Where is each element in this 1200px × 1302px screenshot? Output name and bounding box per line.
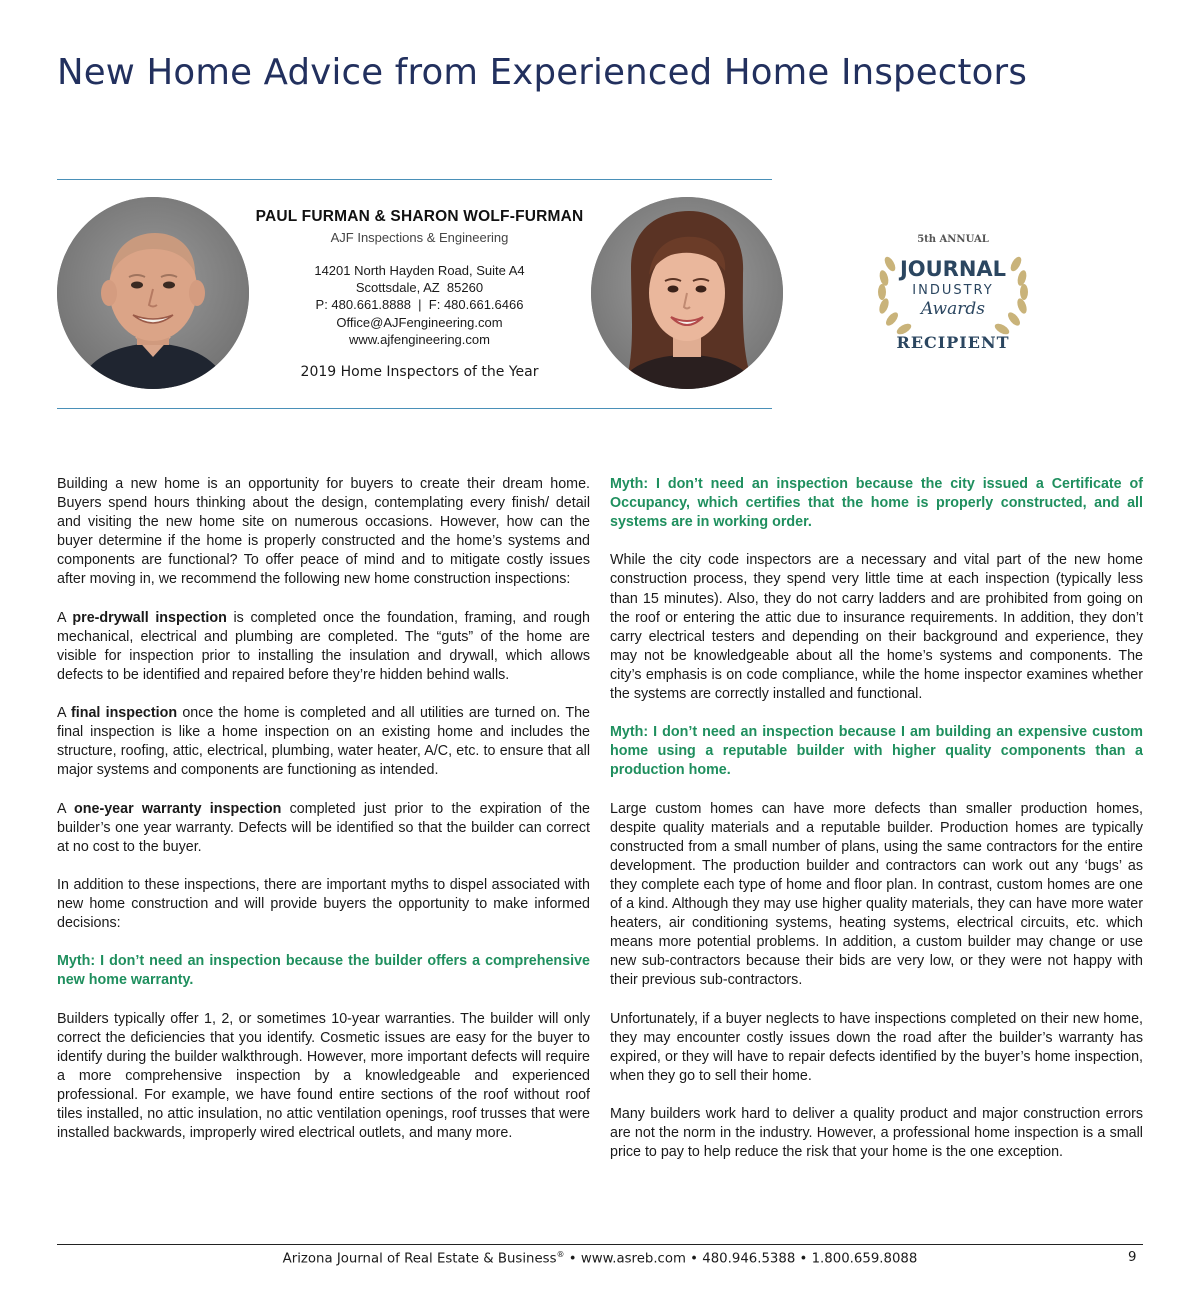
article-column-left xyxy=(57,475,590,1162)
myths-intro-paragraph: In addition to these inspections, there are important myths to dispel associated with new home construction and will provide buyers the opportunity to make informed decisions: xyxy=(57,876,590,932)
address-line-2: Scottsdale, AZ 85260 xyxy=(355,280,484,296)
email-link[interactable]: Office@AJFengineering.com xyxy=(336,314,503,330)
myth-heading-warranty: Myth: I don’t need an inspection because the builder offers a comprehensive new home warranty. xyxy=(57,953,590,989)
top-divider xyxy=(57,179,772,180)
footer-divider xyxy=(57,1244,1143,1245)
final-inspection-paragraph: A final inspection once the home is completed and all utilities are turned on. The final inspection is like a home inspection on an existing home and includes the structure, roofing, attic, electrical, plumbing, water heater, A/C, etc. to ensure that all major systems and components are functioning as intended. xyxy=(57,705,590,779)
intro-paragraph: Building a new home is an opportunity for buyers to create their dream home. Buyers spend hours thinking about the design, contemplating every finish/ detail and visiting the new home site on numerous occasions. However, how can the buyer determine if the home is properly constructed and the home’s systems and components are functional? To offer peace of mind and to mitigate costly issues after moving in, we recommend the following new home construction inspections: xyxy=(57,476,590,588)
myth-heading-custom-home: Myth: I don’t need an inspection because I am building an expensive custom home using a reputable builder with higher quality components than a production home. xyxy=(610,724,1143,779)
portrait-sharon-wolf-furman xyxy=(591,197,783,389)
badge-awards: Awards xyxy=(921,299,985,319)
myth-heading-certificate: Myth: I don’t need an inspection because the city issued a Certificate of Occupancy, which certifies that the home is properly constructed, and all systems are in working order. xyxy=(610,476,1143,531)
website-link[interactable]: www.ajfengineering.com xyxy=(349,331,490,347)
pre-drywall-term: pre-drywall inspection xyxy=(72,609,227,626)
final-inspection-term: final inspection xyxy=(70,705,178,722)
warranty-inspection-paragraph: A one-year warranty inspection completed just prior to the expiration of the builder’s one year warranty. Defects will be identified so that the builder can correct at no cost to the buyer. xyxy=(57,800,590,855)
page-title: New Home Advice from Experienced Home Inspectors xyxy=(57,52,1028,93)
company-name: AJF Inspections & Engineering xyxy=(330,230,509,245)
closing-paragraph: Many builders work hard to deliver a quality product and major construction errors are not the norm in the industry. However, a professional home inspection is a small price to pay to help reduce the risk that your home is the one exception. xyxy=(610,1106,1143,1161)
badge-recipient: RECIPIENT xyxy=(896,333,1010,352)
award-title: 2019 Home Inspectors of the Year xyxy=(300,364,539,381)
article-column-right xyxy=(610,475,1143,1181)
pre-drywall-paragraph: A pre-drywall inspection is completed once the foundation, framing, and rough mechanical, electrical and plumbing are completed. The “guts” of the home are visible for inspection prior to installing the insulation and drywall, which allows defects to be identified and repaired before they’re hidden behind walls. xyxy=(57,609,590,683)
journal-awards-badge xyxy=(868,228,1038,358)
page-number: 9 xyxy=(1128,1250,1137,1265)
contact-block xyxy=(248,206,591,380)
warranty-myth-paragraph: Builders typically offer 1, 2, or sometimes 10-year warranties. The builder will only correct the deficiencies that you identify. Cosmetic issues are easy for the buyer to identify during the builder walkthrough. However, more important defects will require a more comprehensive inspection by a knowledgeable and experienced professional. For example, we have found entire sections of the roof without roof tiles installed, no attic insulation, no attic ventilation openings, roof trusses that were installed backwards, improperly wired electrical outlets, and many more. xyxy=(57,1010,590,1142)
phone-fax: P: 480.661.8888 | F: 480.661.6466 xyxy=(315,297,524,313)
badge-annual: 5th ANNUAL xyxy=(917,234,989,245)
inspector-names: PAUL FURMAN & SHARON WOLF-FURMAN xyxy=(255,208,584,225)
neglect-paragraph: Unfortunately, if a buyer neglects to have inspections completed on their new home, they may encounter costly issues down the road after the builder’s warranty has expired, or they will have to repair defects identified by the buyer’s home inspection, when they go to sell their home. xyxy=(610,1010,1143,1084)
warranty-inspection-term: one-year warranty inspection xyxy=(74,800,282,817)
badge-industry: INDUSTRY xyxy=(912,283,994,298)
address-line-1: 14201 North Hayden Road, Suite A4 xyxy=(314,263,525,278)
bottom-divider xyxy=(57,408,772,409)
badge-journal: JOURNAL xyxy=(899,257,1007,281)
portrait-paul-furman xyxy=(57,197,249,389)
custom-home-paragraph: Large custom homes can have more defects than smaller production homes, despite quality materials and a reputable builder. Production homes are typically constructed from a small number of plans, using the same contractors for the entire development. The production builder and contractors can work out any ‘bugs’ as they complete each type of home and floor plan. In contrast, custom homes are one of a kind. Although they may use higher quality materials, they can have more water heaters, air conditioning systems, heating systems, electrical circuits, etc. which means more potential problems. In addition, a custom builder may change or use new sub-contractors because their bids are very low, or they were not happy with their previous sub-contractors. xyxy=(610,800,1143,989)
certificate-myth-paragraph: While the city code inspectors are a necessary and vital part of the new home construction process, they spend very little time at each inspection (typically less than 15 minutes). Also, they do not carry ladders and are prohibited from going on the roof or entering the attic due to insurance requirements. In addition, they don’t carry electrical testers and depending on their background and experience, they may not be knowledgeable about all the home’s systems and components. The city’s emphasis is on code compliance, while the home inspector examines whether the systems are correctly installed and functional. xyxy=(610,552,1143,703)
footer-publication: Arizona Journal of Real Estate & Business® • www.asreb.com • 480.946.5388 • 1.800.659.8088 xyxy=(282,1250,918,1267)
